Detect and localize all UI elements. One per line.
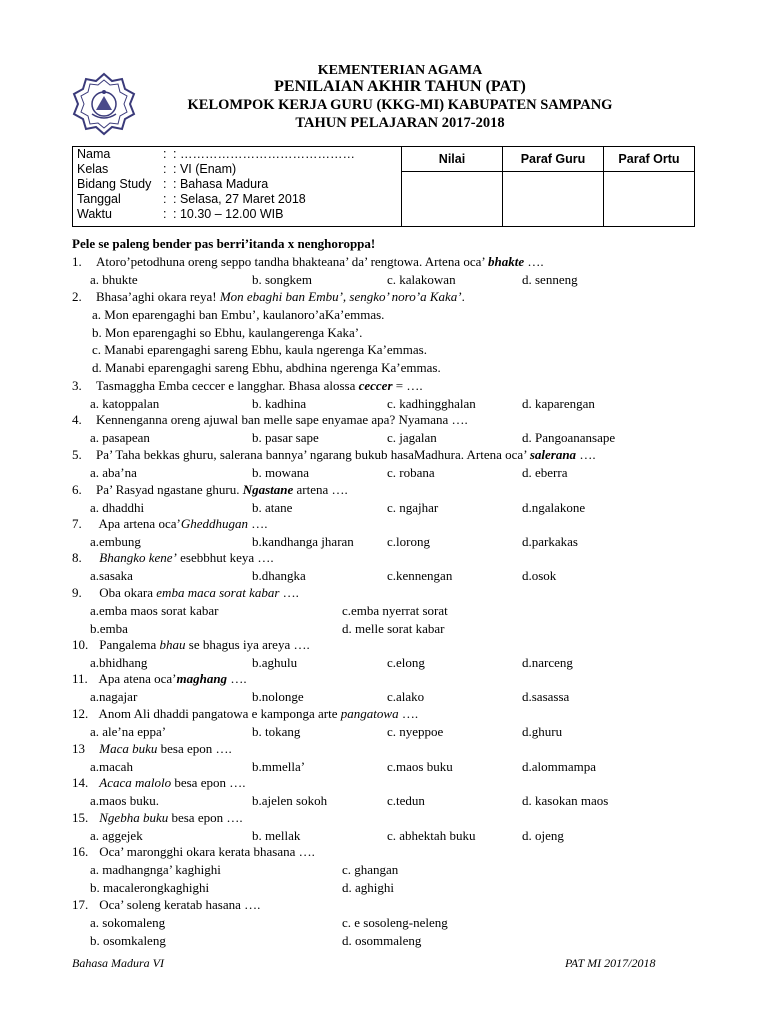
question-14 bbox=[72, 775, 245, 791]
answer-option[interactable]: c.elong bbox=[387, 655, 425, 670]
answer-option[interactable]: d. aghighi bbox=[342, 879, 394, 895]
answer-option[interactable]: b. tokang bbox=[252, 724, 301, 739]
answer-option[interactable]: c.kennengan bbox=[387, 568, 453, 583]
answer-option[interactable]: d.alommampa bbox=[522, 759, 597, 774]
info-value: : …………………………………… bbox=[173, 147, 355, 161]
answer-option[interactable]: c. e sosoleng-neleng bbox=[342, 915, 448, 930]
info-label: Tanggal bbox=[77, 192, 121, 206]
question-13 bbox=[72, 741, 232, 757]
header-ministry: KEMENTERIAN AGAMA bbox=[317, 63, 483, 78]
question-15 bbox=[72, 810, 243, 826]
question-text: …. bbox=[247, 516, 268, 531]
question-text: Acaca malolo bbox=[99, 775, 172, 790]
question-text: emba maca sorat kabar bbox=[156, 585, 280, 600]
question-17 bbox=[72, 897, 260, 913]
answer-option[interactable]: d. kaparengan bbox=[522, 396, 595, 411]
answer-option[interactable]: a. aggejek bbox=[90, 828, 143, 843]
question-2 bbox=[72, 289, 465, 305]
question-text: = …. bbox=[392, 378, 423, 393]
grade-column-nilai bbox=[402, 147, 503, 226]
question-16 bbox=[72, 844, 315, 860]
answer-option[interactable]: c. robana bbox=[387, 465, 435, 480]
answer-option[interactable]: a. bhukte bbox=[90, 272, 138, 287]
answer-option[interactable]: c.tedun bbox=[387, 793, 425, 808]
answer-option[interactable]: c.alako bbox=[387, 689, 425, 704]
question-number: 10. bbox=[72, 637, 89, 652]
answer-option[interactable]: a.emba maos sorat kabar bbox=[90, 603, 219, 618]
question-text: ceccer bbox=[358, 378, 393, 393]
question-text: …. bbox=[398, 706, 419, 721]
question-text: …. bbox=[576, 447, 596, 462]
answer-option[interactable]: b. mellak bbox=[252, 828, 301, 843]
answer-option[interactable]: b.aghulu bbox=[252, 655, 298, 670]
answer-option[interactable]: b.ajelen sokoh bbox=[252, 793, 328, 808]
answer-option[interactable]: d.osok bbox=[522, 568, 557, 583]
question-text: artena …. bbox=[293, 482, 348, 497]
info-separator: : bbox=[163, 177, 167, 191]
answer-option[interactable]: a.embung bbox=[90, 534, 141, 549]
question-text: Gheddhugan bbox=[180, 516, 248, 531]
question-text: Atoro’petodhuna oreng seppo tandha bhakteana’ da’ rengtowa. Artena oca’ bbox=[96, 254, 489, 269]
header-year: TAHUN PELAJARAN 2017-2018 bbox=[295, 115, 505, 131]
answer-option[interactable]: b. songkem bbox=[252, 272, 312, 287]
answer-option[interactable]: d. melle sorat kabar bbox=[342, 620, 445, 636]
question-11 bbox=[72, 671, 247, 687]
question-text: . bbox=[461, 289, 465, 304]
answer-option[interactable]: c.lorong bbox=[387, 534, 430, 549]
question-text: Oca’ soleng keratab hasana …. bbox=[96, 897, 261, 912]
answer-option[interactable]: b.dhangka bbox=[252, 568, 306, 583]
info-value: : Selasa, 27 Maret 2018 bbox=[173, 192, 306, 206]
question-number: 17. bbox=[72, 897, 89, 912]
question-text: Pa’ Taha bekkas ghuru, salerana bannya’ ngarang bukub hasaMadhura. Artena oca’ bbox=[96, 447, 530, 462]
footer-exam-code: PAT MI 2017/2018 bbox=[565, 956, 656, 970]
question-1 bbox=[72, 254, 544, 270]
header-exam-title: PENILAIAN AKHIR TAHUN (PAT) bbox=[274, 78, 526, 95]
info-label: Bidang Study bbox=[77, 177, 152, 191]
answer-option[interactable]: a. madhangnga’ kaghighi bbox=[90, 862, 221, 877]
answer-option[interactable]: c. kalakowan bbox=[387, 272, 456, 287]
answer-option[interactable]: b. pasar sape bbox=[252, 430, 319, 445]
question-text: Bhangko kene’ bbox=[99, 550, 177, 565]
grade-column-paraf-guru bbox=[503, 147, 604, 226]
answer-option[interactable]: c. kadhingghalan bbox=[387, 396, 476, 411]
ministry-logo-icon bbox=[70, 72, 138, 140]
answer-option[interactable]: d. eberra bbox=[522, 465, 568, 480]
info-separator: : bbox=[163, 207, 167, 221]
info-separator: : bbox=[163, 162, 167, 176]
question-number: 11. bbox=[72, 671, 88, 686]
answer-option[interactable]: d.narceng bbox=[522, 655, 573, 670]
question-text: …. bbox=[279, 585, 299, 600]
question-text: Maca buku bbox=[99, 741, 158, 756]
answer-option[interactable]: a. aba’na bbox=[90, 465, 137, 480]
question-number: 8. bbox=[72, 550, 82, 565]
question-text: …. bbox=[227, 671, 247, 686]
question-number: 1. bbox=[72, 254, 82, 269]
answer-option[interactable]: a.nagajar bbox=[90, 689, 138, 704]
question-number: 14. bbox=[72, 775, 89, 790]
answer-option[interactable]: c.emba nyerrat sorat bbox=[342, 603, 448, 618]
answer-option[interactable]: a. sokomaleng bbox=[90, 915, 166, 930]
answer-option[interactable]: a.maos buku. bbox=[90, 793, 159, 808]
info-label: Waktu bbox=[77, 207, 112, 221]
answer-option[interactable]: d. Pangoanansape bbox=[522, 430, 616, 445]
answer-option[interactable]: c. ngajhar bbox=[387, 500, 439, 515]
answer-option[interactable]: a. Mon eparengaghi ban Embu’, kaulanoro’aKa’emmas. bbox=[92, 307, 385, 322]
answer-option[interactable]: a. ale’na eppa’ bbox=[90, 724, 167, 739]
question-number: 9. bbox=[72, 585, 82, 600]
answer-option[interactable]: b. atane bbox=[252, 500, 293, 515]
question-text: salerana bbox=[529, 447, 577, 462]
question-12 bbox=[72, 706, 418, 722]
answer-option[interactable]: b. Mon eparengaghi so Ebhu, kaulangerenga Kaka’. bbox=[92, 324, 363, 340]
question-number: 16. bbox=[72, 844, 89, 859]
question-6 bbox=[72, 482, 348, 498]
question-9 bbox=[72, 585, 299, 601]
answer-option[interactable]: a.bhidhang bbox=[90, 655, 148, 670]
question-number: 5. bbox=[72, 447, 82, 462]
answer-option[interactable]: a.sasaka bbox=[90, 568, 133, 583]
answer-option[interactable]: d. Manabi eparengaghi sareng Ebhu, abdhina ngerenga Ka’emmas. bbox=[92, 359, 441, 375]
answer-option[interactable]: d.ghuru bbox=[522, 724, 563, 739]
question-text: besa epon …. bbox=[157, 741, 232, 756]
question-number: 2. bbox=[72, 289, 82, 304]
answer-option[interactable]: d. senneng bbox=[522, 272, 578, 287]
question-number: 3. bbox=[72, 378, 82, 393]
question-text: se bhagus iya areya …. bbox=[185, 637, 310, 652]
answer-option[interactable]: d. kasokan maos bbox=[522, 793, 609, 808]
answer-option[interactable]: d.sasassa bbox=[522, 689, 570, 704]
answer-option[interactable]: d. ojeng bbox=[522, 828, 564, 843]
answer-option[interactable]: c. nyeppoe bbox=[387, 724, 444, 739]
answer-option[interactable]: b. macalerongkaghighi bbox=[90, 879, 210, 895]
info-value: : Bahasa Madura bbox=[173, 177, 269, 191]
identity-table bbox=[72, 146, 695, 227]
footer-subject: Bahasa Madura VI bbox=[72, 956, 164, 970]
question-number: 4. bbox=[72, 412, 82, 427]
question-3 bbox=[72, 378, 423, 394]
question-text: maghang bbox=[176, 671, 228, 686]
answer-option[interactable]: c.maos buku bbox=[387, 759, 453, 774]
question-8 bbox=[72, 550, 274, 566]
answer-option[interactable]: b. osomkaleng bbox=[90, 932, 166, 948]
answer-option[interactable]: b. mowana bbox=[252, 465, 310, 480]
question-text: …. bbox=[524, 254, 544, 269]
info-separator: : bbox=[163, 147, 167, 161]
answer-option[interactable]: c. jagalan bbox=[387, 430, 437, 445]
question-text: bhau bbox=[159, 637, 186, 652]
question-number: 15. bbox=[72, 810, 89, 825]
header-group: KELOMPOK KERJA GURU (KKG-MI) KABUPATEN SAMPANG bbox=[187, 97, 613, 113]
question-text: bhakte bbox=[488, 254, 525, 269]
answer-option[interactable]: c. ghangan bbox=[342, 862, 399, 877]
grade-header: Paraf Ortu bbox=[604, 147, 694, 172]
info-value: : 10.30 – 12.00 WIB bbox=[173, 207, 284, 221]
question-number: 7. bbox=[72, 516, 82, 531]
answer-option[interactable]: a. katoppalan bbox=[90, 396, 160, 411]
question-text: Bhasa’aghi okara reya! bbox=[96, 289, 220, 304]
answer-option[interactable]: a. pasapean bbox=[90, 430, 150, 445]
question-text: Pangalema bbox=[96, 637, 160, 652]
question-text: Tasmaggha Emba ceccer e langghar. Bhasa alossa bbox=[96, 378, 359, 393]
question-text: Mon ebaghi ban Embu’, sengko’ noro’a Kaka’ bbox=[219, 289, 462, 304]
question-5 bbox=[72, 447, 596, 463]
info-value: : VI (Enam) bbox=[173, 162, 237, 176]
question-4 bbox=[72, 412, 468, 428]
question-7 bbox=[72, 516, 267, 532]
answer-option[interactable]: c. Manabi eparengaghi sareng Ebhu, kaula ngerenga Ka’emmas. bbox=[92, 342, 427, 357]
answer-option[interactable]: b.emba bbox=[90, 620, 128, 636]
student-info bbox=[73, 147, 402, 226]
info-label: Nama bbox=[77, 147, 111, 161]
question-text: Ngebha buku bbox=[99, 810, 169, 825]
question-text: Anom Ali dhaddi pangatowa e kamponga arte bbox=[96, 706, 341, 721]
question-text: esebbhut keya …. bbox=[176, 550, 274, 565]
answer-option[interactable]: b.mmella’ bbox=[252, 759, 306, 774]
answer-option[interactable]: d.parkakas bbox=[522, 534, 578, 549]
question-text: Apa atena oca’ bbox=[96, 671, 177, 686]
grade-header: Paraf Guru bbox=[503, 147, 603, 172]
question-text: Pa’ Rasyad ngastane ghuru. bbox=[96, 482, 243, 497]
question-text: Oca’ marongghi okara kerata bhasana …. bbox=[96, 844, 315, 859]
answer-option[interactable]: b.nolonge bbox=[252, 689, 304, 704]
question-text: besa epon …. bbox=[171, 775, 246, 790]
instruction: Pele se paleng bender pas berri’itanda x nenghoroppa! bbox=[72, 236, 376, 251]
answer-option[interactable]: c. abhektah buku bbox=[387, 828, 476, 843]
answer-option[interactable]: d. osommaleng bbox=[342, 932, 422, 948]
answer-option[interactable]: a.macah bbox=[90, 759, 133, 774]
answer-option[interactable]: b. kadhina bbox=[252, 396, 307, 411]
answer-option[interactable]: a. dhaddhi bbox=[90, 500, 145, 515]
answer-option[interactable]: d.ngalakone bbox=[522, 500, 586, 515]
answer-option[interactable]: b.kandhanga jharan bbox=[252, 534, 354, 549]
question-text: pangatowa bbox=[340, 706, 399, 721]
question-text: Oba okara bbox=[96, 585, 157, 600]
info-label: Kelas bbox=[77, 162, 109, 176]
info-separator: : bbox=[163, 192, 167, 206]
question-text: Kennenganna oreng ajuwal ban melle sape enyamae apa? Nyamana …. bbox=[96, 412, 468, 427]
grade-column-paraf-ortu bbox=[604, 147, 694, 226]
question-text: besa epon …. bbox=[168, 810, 243, 825]
question-10 bbox=[72, 637, 310, 653]
question-number: 13 bbox=[72, 741, 85, 756]
grade-table bbox=[402, 147, 694, 226]
question-number: 6. bbox=[72, 482, 82, 497]
question-number: 12. bbox=[72, 706, 89, 721]
grade-header: Nilai bbox=[402, 147, 502, 172]
question-text: Apa artena oca’ bbox=[96, 516, 181, 531]
question-text: Ngastane bbox=[242, 482, 294, 497]
